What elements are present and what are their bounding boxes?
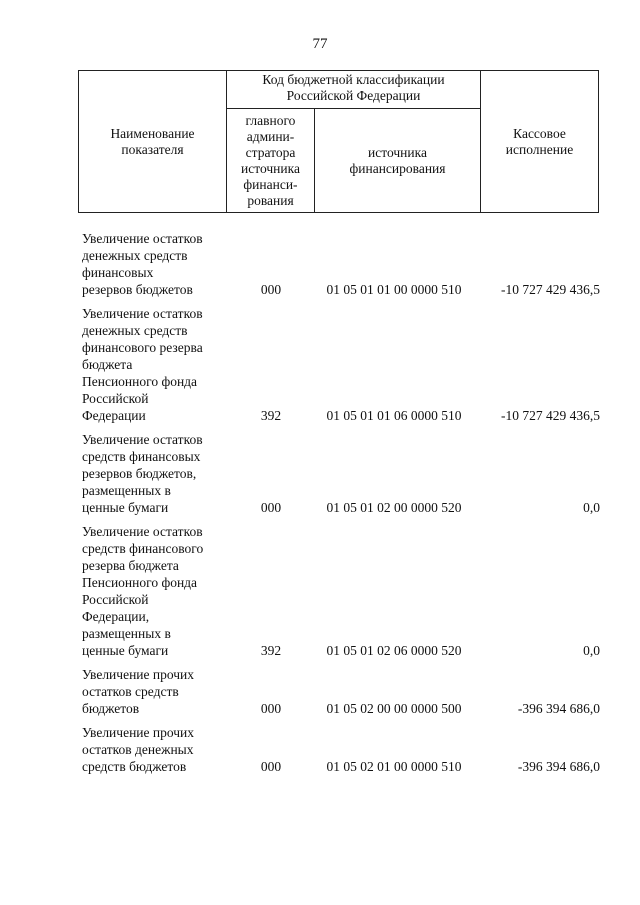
indicator-name-line: бюджета: [82, 357, 133, 372]
table-row: [82, 305, 602, 424]
table-row: [82, 724, 602, 775]
cash-execution: -10 727 429 436,5: [501, 282, 600, 297]
cash-execution: 0,0: [583, 500, 600, 515]
admin-code: 392: [260, 408, 282, 423]
header-admin-line: админи-: [246, 128, 295, 144]
indicator-name-line: Увеличение остатков: [82, 524, 203, 539]
indicator-name-line: резервов бюджетов: [82, 282, 193, 297]
header-source-line: финансирования: [349, 160, 446, 176]
indicator-name-line: денежных средств: [82, 323, 188, 338]
indicator-name-line: остатков средств: [82, 684, 179, 699]
admin-code: 000: [260, 500, 282, 515]
header-classification-group: [227, 71, 481, 109]
indicator-name: [82, 230, 232, 298]
table-row: [82, 230, 602, 298]
cash-execution: -396 394 686,0: [517, 759, 600, 774]
table-row: [82, 666, 602, 717]
cash-execution: -396 394 686,0: [517, 701, 600, 716]
indicator-name-line: резервов бюджетов,: [82, 466, 197, 481]
indicator-name-line: денежных средств: [82, 248, 188, 263]
source-code: 01 05 01 01 00 0000 510: [326, 282, 462, 297]
source-code: 01 05 01 01 06 0000 510: [326, 408, 462, 423]
indicator-name-line: бюджетов: [82, 701, 140, 716]
source-code: 01 05 01 02 06 0000 520: [326, 643, 462, 658]
header-source-line: источника: [368, 144, 427, 160]
indicator-name-line: Российской: [82, 592, 149, 607]
indicator-name-line: Увеличение остатков: [82, 306, 203, 321]
header-source: [315, 109, 481, 213]
source-code: 01 05 02 01 00 0000 510: [326, 759, 462, 774]
indicator-name-line: ценные бумаги: [82, 643, 169, 658]
table-row: [82, 523, 602, 659]
indicator-name-line: финансовых: [82, 265, 154, 280]
indicator-name-line: средств бюджетов: [82, 759, 187, 774]
indicator-name: [82, 431, 232, 516]
header-amount-line: исполнение: [505, 141, 574, 157]
header-name-line: Наименование: [110, 125, 195, 141]
indicator-name-line: Российской: [82, 391, 149, 406]
indicator-name-line: размещенных в: [82, 483, 171, 498]
cash-execution: -10 727 429 436,5: [501, 408, 600, 423]
header-amount-line: Кассовое: [513, 125, 566, 141]
cash-execution: 0,0: [583, 643, 600, 658]
header-admin-line: главного: [245, 112, 296, 128]
indicator-name: [82, 305, 232, 424]
admin-code: 000: [260, 701, 282, 716]
indicator-name-line: Пенсионного фонда: [82, 374, 198, 389]
indicator-name: [82, 666, 232, 717]
table-row: [82, 431, 602, 516]
indicator-name: [82, 523, 232, 659]
header-amount: [481, 71, 599, 213]
indicator-name-line: Увеличение прочих: [82, 667, 195, 682]
indicator-name-line: Федерации,: [82, 609, 150, 624]
header-admin: [227, 109, 315, 213]
header-admin-line: источника: [241, 160, 300, 176]
header-admin-line: рования: [247, 192, 294, 208]
page-number: 77: [312, 36, 328, 52]
admin-code: 392: [260, 643, 282, 658]
indicator-name-line: ценные бумаги: [82, 500, 169, 515]
indicator-name-line: Увеличение остатков: [82, 231, 203, 246]
indicator-name-line: средств финансовых: [82, 449, 201, 464]
table-header: [78, 70, 599, 213]
indicator-name-line: размещенных в: [82, 626, 171, 641]
header-name: [79, 71, 227, 213]
header-name-line: показателя: [121, 141, 184, 157]
indicator-name-line: Федерации: [82, 408, 146, 423]
indicator-name-line: Увеличение прочих: [82, 725, 195, 740]
header-group-line: Российской Федерации: [286, 88, 421, 103]
header-admin-line: стратора: [245, 144, 296, 160]
header-group-line: Код бюджетной классификации: [262, 72, 445, 87]
indicator-name-line: средств финансового: [82, 541, 204, 556]
admin-code: 000: [260, 759, 282, 774]
indicator-name-line: Пенсионного фонда: [82, 575, 198, 590]
header-admin-line: финанси-: [243, 176, 298, 192]
source-code: 01 05 02 00 00 0000 500: [326, 701, 462, 716]
source-code: 01 05 01 02 00 0000 520: [326, 500, 462, 515]
indicator-name-line: финансового резерва: [82, 340, 203, 355]
table-body: [82, 230, 602, 782]
indicator-name-line: резерва бюджета: [82, 558, 179, 573]
indicator-name-line: остатков денежных: [82, 742, 194, 757]
admin-code: 000: [260, 282, 282, 297]
indicator-name: [82, 724, 232, 775]
indicator-name-line: Увеличение остатков: [82, 432, 203, 447]
